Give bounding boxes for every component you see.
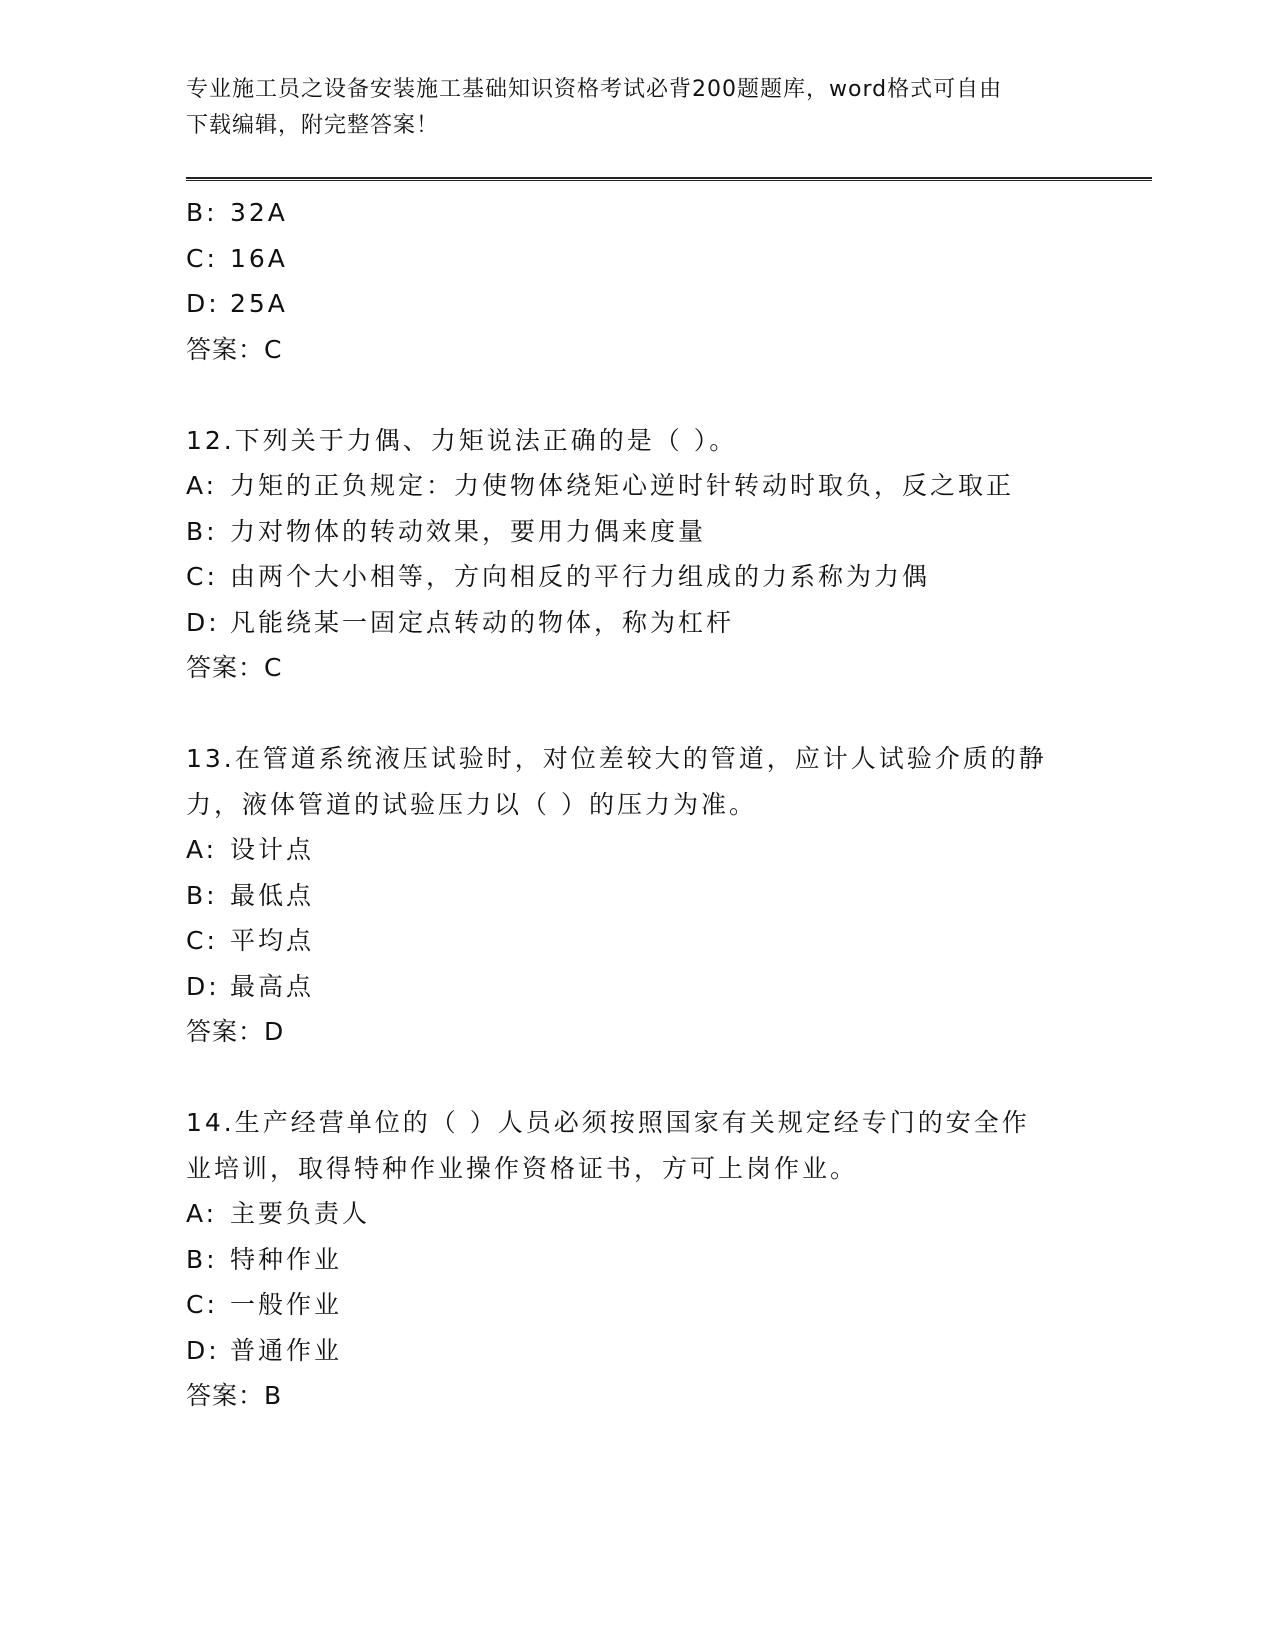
spacer [186, 691, 1086, 737]
option-letter: B: [186, 1244, 218, 1274]
option-letter: B: [186, 516, 218, 546]
option-d [186, 964, 1086, 1010]
option-text: 凡能绕某一固定点转动的物体，称为杠杆 [230, 607, 735, 637]
option-text: 25A [230, 289, 288, 318]
option-text: 力对物体的转动效果，要用力偶来度量 [230, 516, 707, 546]
option-b [186, 873, 1086, 919]
header-title-line-2: 下载编辑，附完整答案！ [186, 113, 440, 138]
option-text: 最高点 [230, 971, 315, 1001]
option-b [186, 190, 1086, 236]
option-c [186, 554, 1086, 600]
question-stem-line-2: 力，液体管道的试验压力以（ ）的压力为准。 [186, 789, 757, 819]
question-stem: 12.下列关于力偶、力矩说法正确的是（ ）。 [186, 425, 738, 455]
option-c [186, 236, 1086, 282]
option-letter: C: [186, 926, 218, 955]
option-letter: A: [186, 1199, 218, 1228]
header-title-line-1: 专业施工员之设备安装施工基础知识资格考试必背200题题库，word格式可自由 [186, 77, 1003, 102]
question-stem-line-1: 13.在管道系统液压试验时，对位差较大的管道，应计人试验介质的静 [186, 744, 1047, 773]
option-letter: A: [186, 471, 218, 500]
option-c [186, 918, 1086, 964]
option-letter: A: [186, 835, 218, 864]
option-letter: D: [186, 971, 220, 1001]
option-text: 力矩的正负规定：力使物体绕矩心逆时针转动时取负，反之取正 [230, 471, 1015, 500]
option-letter: B: [186, 198, 218, 227]
question-13 [186, 736, 1086, 1055]
answer-line: 答案：C [186, 334, 283, 364]
document-header [186, 72, 1086, 144]
answer-line: 答案：C [186, 653, 283, 682]
option-a [186, 463, 1086, 509]
option-text: 普通作业 [230, 1335, 343, 1365]
answer-line: 答案：D [186, 1017, 285, 1046]
option-text: 设计点 [230, 835, 315, 864]
option-b [186, 1237, 1086, 1283]
question-14 [186, 1100, 1086, 1419]
option-letter: D: [186, 289, 220, 318]
option-text: 一般作业 [230, 1290, 343, 1319]
spacer [186, 372, 1086, 418]
option-letter: D: [186, 1335, 220, 1365]
option-d [186, 1328, 1086, 1374]
option-a [186, 827, 1086, 873]
answer-line: 答案：B [186, 1381, 283, 1410]
option-letter: C: [186, 243, 218, 273]
question-list [186, 190, 1086, 1419]
option-text: 32A [230, 198, 288, 227]
option-b [186, 509, 1086, 555]
spacer [186, 1055, 1086, 1101]
question-stem-line-2: 业培训，取得特种作业操作资格证书，方可上岗作业。 [186, 1153, 859, 1183]
question-stem-line-1: 14.生产经营单位的（ ）人员必须按照国家有关规定经专门的安全作 [186, 1108, 1030, 1137]
question-12 [186, 418, 1086, 691]
option-text: 特种作业 [230, 1244, 343, 1274]
option-text: 主要负责人 [230, 1199, 371, 1228]
option-a [186, 1191, 1086, 1237]
option-text: 平均点 [230, 926, 315, 955]
option-d [186, 600, 1086, 646]
option-d [186, 281, 1086, 327]
option-text: 最低点 [230, 880, 315, 910]
option-letter: D: [186, 607, 220, 637]
option-letter: C: [186, 1290, 218, 1319]
option-text: 由两个大小相等，方向相反的平行力组成的力系称为力偶 [230, 562, 931, 591]
option-letter: B: [186, 880, 218, 910]
header-divider [186, 177, 1152, 181]
option-letter: C: [186, 562, 218, 591]
option-text: 16A [230, 243, 288, 273]
question-11-tail [186, 190, 1086, 372]
option-c [186, 1282, 1086, 1328]
